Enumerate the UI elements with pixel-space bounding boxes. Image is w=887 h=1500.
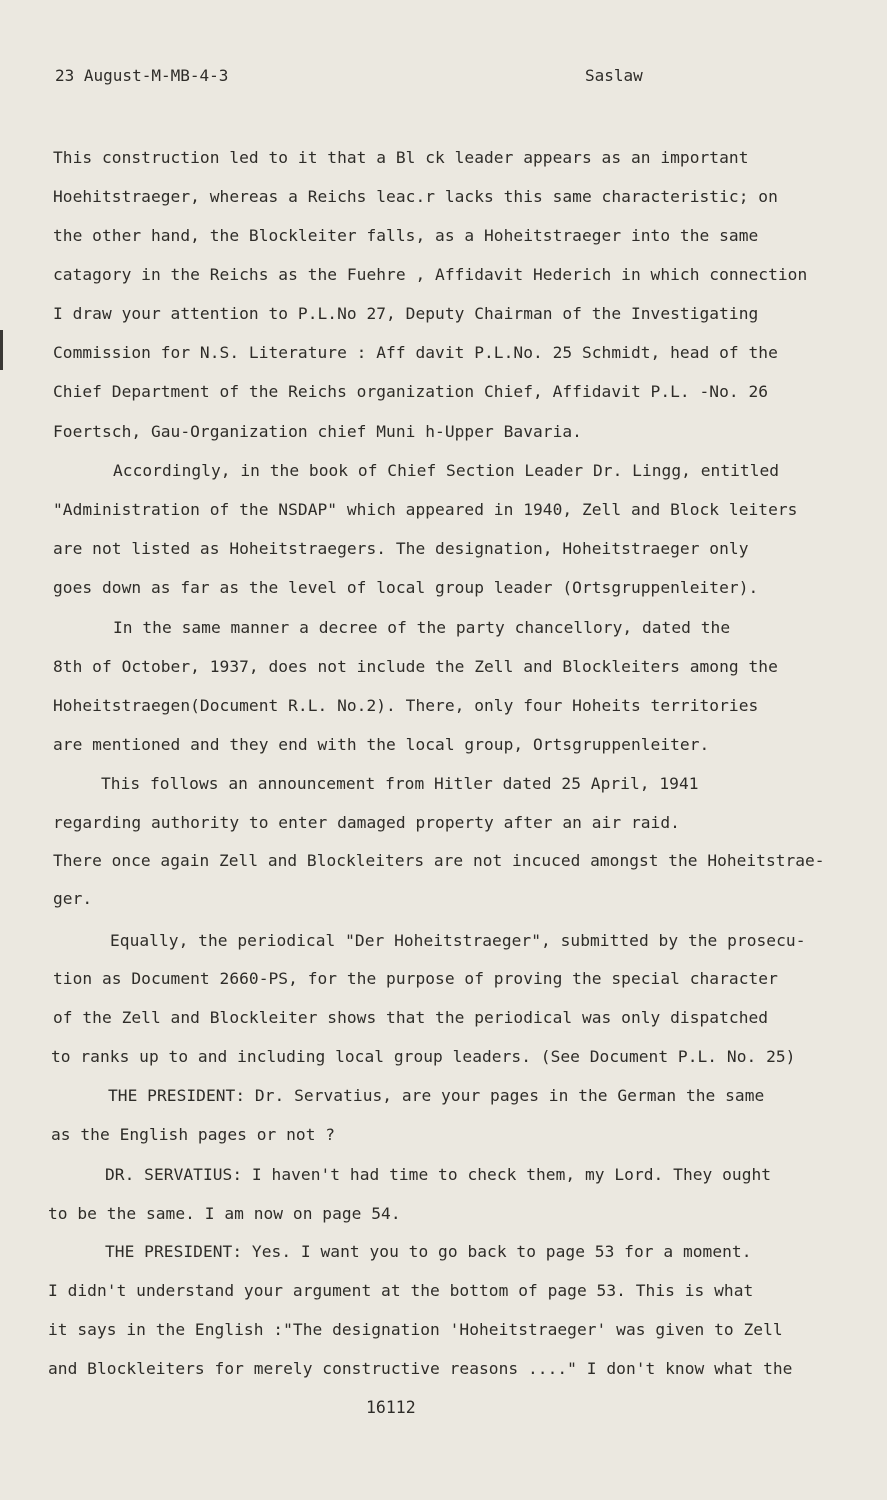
text-line: DR. SERVATIUS: I haven't had time to check them, my Lord. They ought bbox=[105, 1165, 772, 1184]
text-line: and Blockleiters for merely constructive reasons ...." I don't know what the bbox=[48, 1359, 793, 1378]
text-line: This construction led to it that a Bl ck leader appears as an important bbox=[53, 148, 749, 167]
text-line: Chief Department of the Reichs organization Chief, Affidavit P.L. -No. 26 bbox=[53, 382, 769, 401]
page-header bbox=[55, 66, 647, 85]
text-line: "Administration of the NSDAP" which appeared in 1940, Zell and Block leiters bbox=[53, 500, 798, 519]
text-line: as the English pages or not ? bbox=[51, 1125, 336, 1144]
text-line: goes down as far as the level of local group leader (Ortsgruppenleiter). bbox=[53, 578, 759, 597]
header-reporter: Saslaw bbox=[585, 66, 643, 85]
text-line: to be the same. I am now on page 54. bbox=[48, 1204, 401, 1223]
text-line: of the Zell and Blockleiter shows that the periodical was only dispatched bbox=[53, 1008, 769, 1027]
text-line: catagory in the Reichs as the Fuehre , Affidavit Hederich in which connection bbox=[53, 265, 808, 284]
header-reference: 23 August-M-MB-4-3 bbox=[55, 66, 229, 85]
text-line: I draw your attention to P.L.No 27, Deputy Chairman of the Investigating bbox=[53, 304, 759, 323]
binding-edge-mark bbox=[0, 330, 3, 370]
text-line: THE PRESIDENT: Yes. I want you to go back to page 53 for a moment. bbox=[105, 1242, 752, 1261]
text-line: In the same manner a decree of the party chancellory, dated the bbox=[113, 618, 731, 637]
text-line: tion as Document 2660-PS, for the purpose of proving the special character bbox=[53, 969, 778, 988]
text-line: Commission for N.S. Literature : Aff davit P.L.No. 25 Schmidt, head of the bbox=[53, 343, 778, 362]
text-line: This follows an announcement from Hitler dated 25 April, 1941 bbox=[101, 774, 699, 793]
text-line: 8th of October, 1937, does not include the Zell and Blockleiters among the bbox=[53, 657, 778, 676]
page-number: 16112 bbox=[366, 1398, 416, 1417]
text-line: regarding authority to enter damaged property after an air raid. bbox=[53, 813, 680, 832]
text-line: ger. bbox=[53, 889, 93, 908]
text-line: Accordingly, in the book of Chief Section Leader Dr. Lingg, entitled bbox=[113, 461, 780, 480]
text-line: are mentioned and they end with the local group, Ortsgruppenleiter. bbox=[53, 735, 710, 754]
text-line: are not listed as Hoheitstraegers. The designation, Hoheitstraeger only bbox=[53, 539, 749, 558]
text-line: Foertsch, Gau-Organization chief Muni h-Upper Bavaria. bbox=[53, 422, 582, 441]
text-line: There once again Zell and Blockleiters are not incuced amongst the Hoheitstrae- bbox=[53, 851, 825, 870]
text-line: I didn't understand your argument at the bottom of page 53. This is what bbox=[48, 1281, 754, 1300]
text-line: to ranks up to and including local group leaders. (See Document P.L. No. 25) bbox=[51, 1047, 796, 1066]
text-line: Hoheitstraegen(Document R.L. No.2). There, only four Hoheits territories bbox=[53, 696, 759, 715]
text-line: Hoehitstraeger, whereas a Reichs leac.r lacks this same characteristic; on bbox=[53, 187, 778, 206]
text-line: THE PRESIDENT: Dr. Servatius, are your pages in the German the same bbox=[108, 1086, 765, 1105]
text-line: Equally, the periodical "Der Hoheitstraeger", submitted by the prosecu- bbox=[110, 931, 806, 950]
text-line: it says in the English :"The designation 'Hoheitstraeger' was given to Zell bbox=[48, 1320, 783, 1339]
text-line: the other hand, the Blockleiter falls, as a Hoheitstraeger into the same bbox=[53, 226, 759, 245]
